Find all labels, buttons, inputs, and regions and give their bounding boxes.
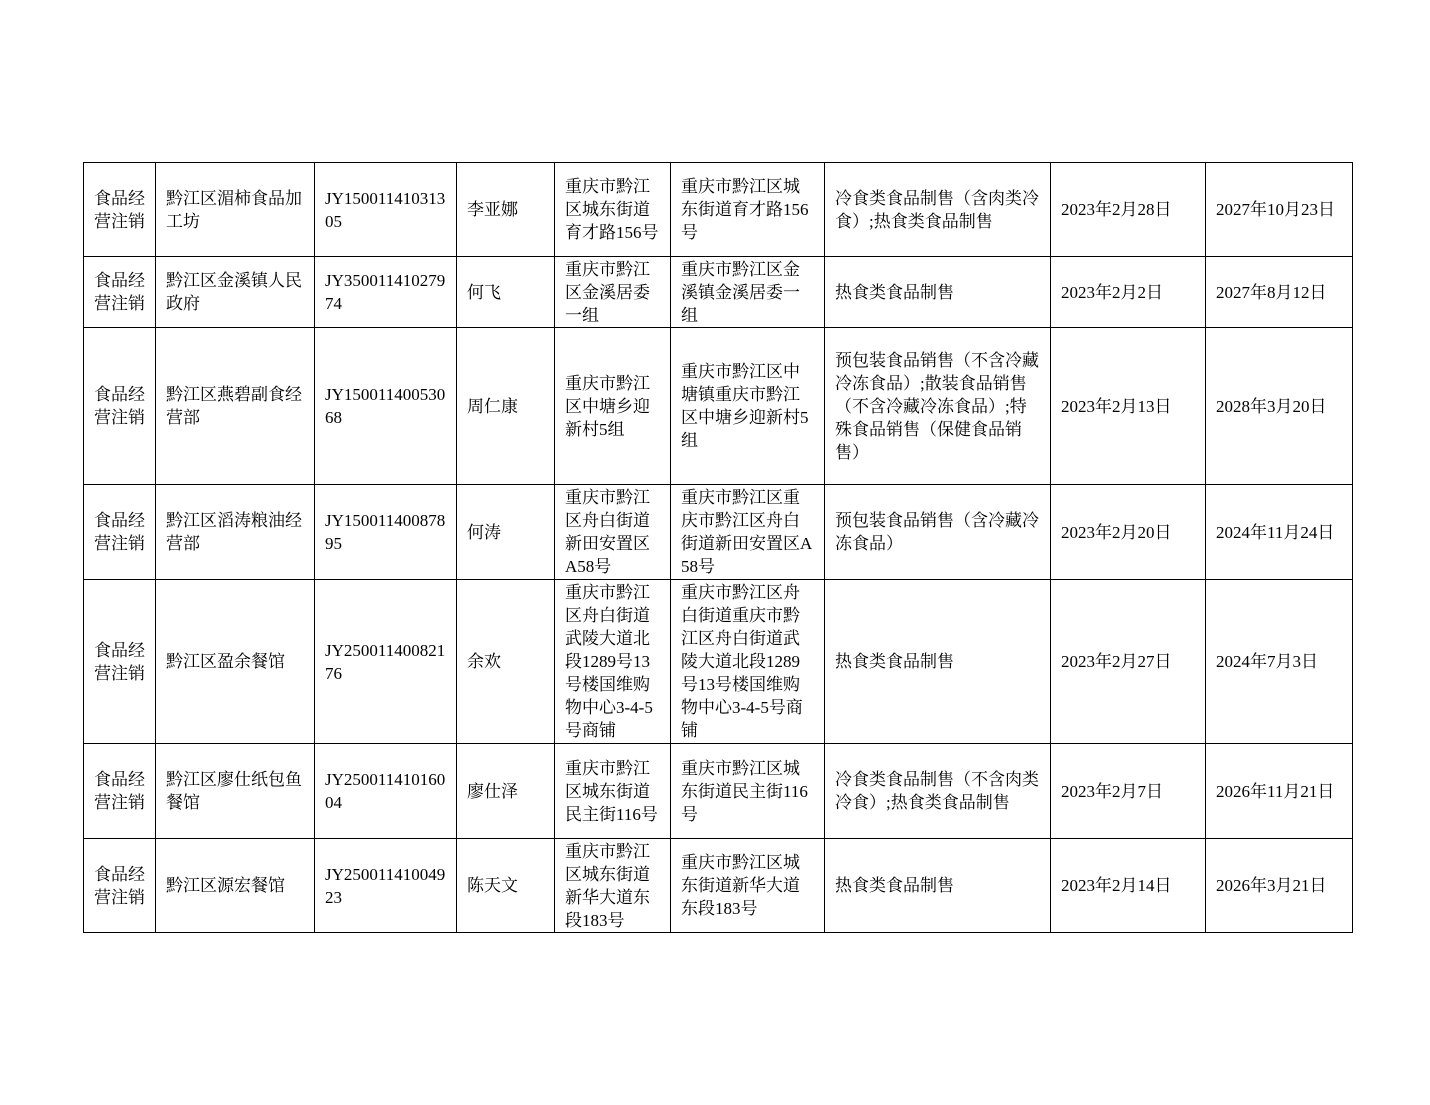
legal-representative-cell: 周仁康 [457, 328, 555, 485]
business-scope-cell: 预包装食品销售（不含冷藏冷冻食品）;散装食品销售（不含冷藏冷冻食品）;特殊食品销售（保健食品销售） [825, 328, 1051, 485]
business-premises-cell: 重庆市黔江区金溪镇金溪居委一组 [671, 257, 825, 328]
business-name-cell: 黔江区源宏餐馆 [156, 839, 315, 933]
cancellation-date-cell: 2023年2月7日 [1051, 744, 1206, 839]
business-name-cell: 黔江区湄柿食品加工坊 [156, 163, 315, 257]
record-type-cell: 食品经营注销 [84, 328, 156, 485]
table-row [84, 839, 1353, 933]
business-scope-cell: 热食类食品制售 [825, 580, 1051, 744]
business-premises-cell: 重庆市黔江区城东街道新华大道东段183号 [671, 839, 825, 933]
license-number-cell: JY15001141031305 [315, 163, 457, 257]
business-premises-cell: 重庆市黔江区重庆市黔江区舟白街道新田安置区A58号 [671, 485, 825, 580]
cancellation-date-cell: 2023年2月14日 [1051, 839, 1206, 933]
business-premises-cell: 重庆市黔江区城东街道育才路156号 [671, 163, 825, 257]
business-scope-cell: 热食类食品制售 [825, 839, 1051, 933]
business-name-cell: 黔江区燕碧副食经营部 [156, 328, 315, 485]
food-license-cancellation-table [83, 162, 1353, 933]
license-number-cell: JY15001140087895 [315, 485, 457, 580]
record-type-cell: 食品经营注销 [84, 744, 156, 839]
legal-representative-cell: 余欢 [457, 580, 555, 744]
business-scope-cell: 冷食类食品制售（不含肉类冷食）;热食类食品制售 [825, 744, 1051, 839]
legal-representative-cell: 何飞 [457, 257, 555, 328]
license-number-cell: JY25001141016004 [315, 744, 457, 839]
residence-address-cell: 重庆市黔江区城东街道民主街116号 [555, 744, 671, 839]
residence-address-cell: 重庆市黔江区舟白街道新田安置区A58号 [555, 485, 671, 580]
table-row [84, 485, 1353, 580]
legal-representative-cell: 廖仕泽 [457, 744, 555, 839]
expiry-date-cell: 2026年3月21日 [1206, 839, 1353, 933]
cancellation-date-cell: 2023年2月2日 [1051, 257, 1206, 328]
record-type-cell: 食品经营注销 [84, 485, 156, 580]
business-scope-cell: 预包装食品销售（含冷藏冷冻食品） [825, 485, 1051, 580]
table-row [84, 257, 1353, 328]
residence-address-cell: 重庆市黔江区舟白街道武陵大道北段1289号13号楼国维购物中心3-4-5号商铺 [555, 580, 671, 744]
expiry-date-cell: 2024年7月3日 [1206, 580, 1353, 744]
license-number-cell: JY25001140082176 [315, 580, 457, 744]
business-name-cell: 黔江区滔涛粮油经营部 [156, 485, 315, 580]
record-type-cell: 食品经营注销 [84, 580, 156, 744]
table-body [84, 163, 1353, 933]
legal-representative-cell: 何涛 [457, 485, 555, 580]
residence-address-cell: 重庆市黔江区金溪居委一组 [555, 257, 671, 328]
table-row [84, 744, 1353, 839]
record-type-cell: 食品经营注销 [84, 839, 156, 933]
residence-address-cell: 重庆市黔江区城东街道育才路156号 [555, 163, 671, 257]
license-number-cell: JY25001141004923 [315, 839, 457, 933]
table-row [84, 163, 1353, 257]
business-premises-cell: 重庆市黔江区城东街道民主街116号 [671, 744, 825, 839]
license-number-cell: JY35001141027974 [315, 257, 457, 328]
legal-representative-cell: 陈天文 [457, 839, 555, 933]
residence-address-cell: 重庆市黔江区中塘乡迎新村5组 [555, 328, 671, 485]
expiry-date-cell: 2027年10月23日 [1206, 163, 1353, 257]
cancellation-date-cell: 2023年2月20日 [1051, 485, 1206, 580]
table-row [84, 580, 1353, 744]
license-number-cell: JY15001140053068 [315, 328, 457, 485]
expiry-date-cell: 2028年3月20日 [1206, 328, 1353, 485]
business-scope-cell: 冷食类食品制售（含肉类冷食）;热食类食品制售 [825, 163, 1051, 257]
business-name-cell: 黔江区金溪镇人民政府 [156, 257, 315, 328]
record-type-cell: 食品经营注销 [84, 163, 156, 257]
expiry-date-cell: 2026年11月21日 [1206, 744, 1353, 839]
expiry-date-cell: 2024年11月24日 [1206, 485, 1353, 580]
record-type-cell: 食品经营注销 [84, 257, 156, 328]
business-premises-cell: 重庆市黔江区舟白街道重庆市黔江区舟白街道武陵大道北段1289号13号楼国维购物中心3-4-5号商铺 [671, 580, 825, 744]
table-row [84, 328, 1353, 485]
business-premises-cell: 重庆市黔江区中塘镇重庆市黔江区中塘乡迎新村5组 [671, 328, 825, 485]
business-name-cell: 黔江区盈余餐馆 [156, 580, 315, 744]
residence-address-cell: 重庆市黔江区城东街道新华大道东段183号 [555, 839, 671, 933]
cancellation-date-cell: 2023年2月13日 [1051, 328, 1206, 485]
business-name-cell: 黔江区廖仕纸包鱼餐馆 [156, 744, 315, 839]
cancellation-date-cell: 2023年2月27日 [1051, 580, 1206, 744]
legal-representative-cell: 李亚娜 [457, 163, 555, 257]
business-scope-cell: 热食类食品制售 [825, 257, 1051, 328]
cancellation-date-cell: 2023年2月28日 [1051, 163, 1206, 257]
expiry-date-cell: 2027年8月12日 [1206, 257, 1353, 328]
